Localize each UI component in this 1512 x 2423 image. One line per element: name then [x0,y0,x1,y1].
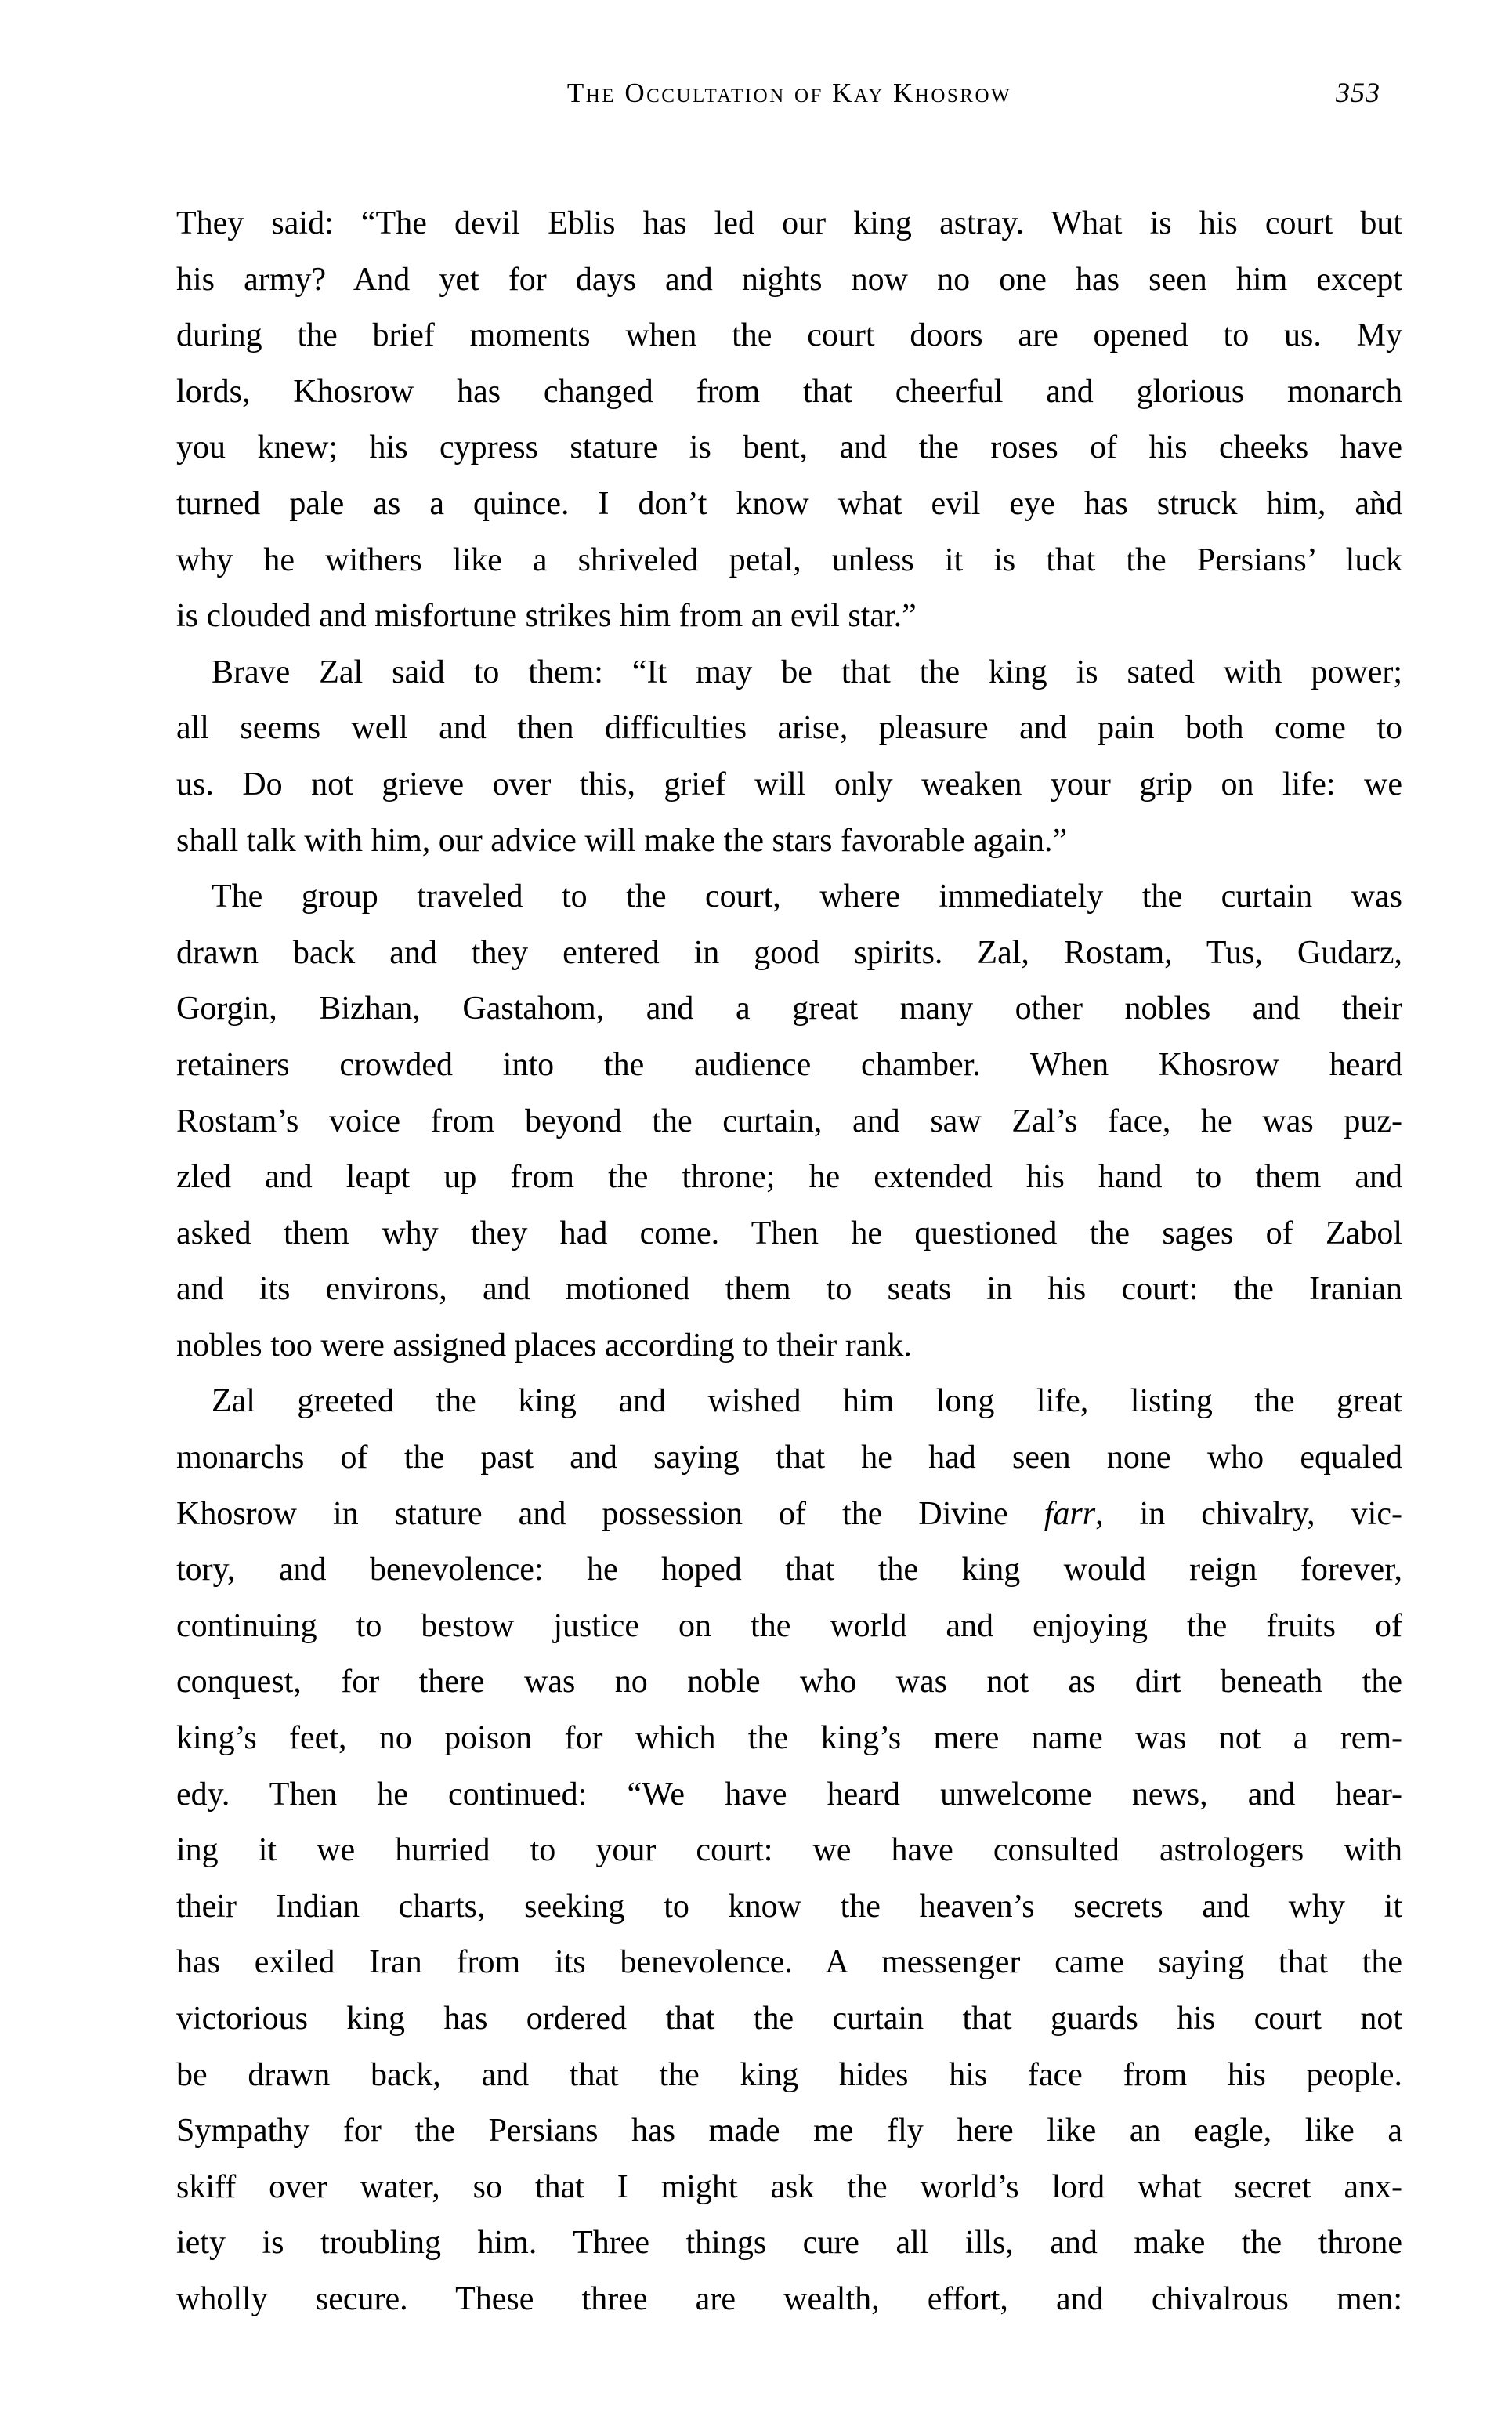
text-line: king’s feet, no poison for which the king’s mere name was not a rem- [176,1720,1402,1757]
text-line: Rostam’s voice from beyond the curtain, and saw Zal’s face, he was puz- [176,1103,1402,1139]
text-line: his army? And yet for days and nights now no one has seen him except [176,261,1402,298]
text-line: has exiled Iran from its benevolence. A messenger came saying that the [176,1944,1402,1981]
text-line: Sympathy for the Persians has made me fly here like an eagle, like a [176,2113,1402,2150]
text-line: Zal greeted the king and wished him long life, listing the great [212,1383,1402,1420]
text-line: during the brief moments when the court doors are opened to us. My [176,317,1402,354]
text-line: be drawn back, and that the king hides his face from his people. [176,2056,1402,2093]
text-line: monarchs of the past and saying that he had seen none who equaled [176,1440,1402,1476]
running-header-title: The Occultation of Kay Khosrow [566,78,1012,108]
text-line: The group traveled to the court, where immediately the curtain was [212,878,1402,915]
text-line: us. Do not grieve over this, grief will only weaken your grip on life: we [176,766,1402,802]
page-number: 353 [1336,77,1380,108]
text-line: their Indian charts, seeking to know the heaven’s secrets and why it [176,1888,1402,1925]
text-line: ing it we hurried to your court: we have consulted astrologers with [176,1832,1402,1869]
text-line: skiff over water, so that I might ask the world’s lord what secret anx- [176,2168,1402,2205]
running-header [176,76,1402,110]
text-line: and its environs, and motioned them to seats in his court: the Iranian [176,1271,1402,1308]
text-line: zled and leapt up from the throne; he extended his hand to them and [176,1159,1402,1196]
text-line: wholly secure. These three are wealth, effort, and chivalrous men: [176,2280,1402,2317]
text-line: you knew; his cypress stature is bent, and the roses of his cheeks have [176,429,1402,466]
text-line: retainers crowded into the audience chamber. When Khosrow heard [176,1046,1402,1083]
text-line: conquest, for there was no noble who was not as dirt beneath the [176,1664,1402,1700]
text-line: asked them why they had come. Then he questioned the sages of Zabol [176,1215,1402,1251]
text-line: all seems well and then difficulties arise, pleasure and pain both come to [176,710,1402,747]
text-line: iety is troubling him. Three things cure all ills, and make the throne [176,2225,1402,2262]
text-line: lords, Khosrow has changed from that cheerful and glorious monarch [176,373,1402,410]
body-text [176,196,1402,2328]
text-line [176,1487,1402,1543]
text-segment: Khosrow in stature and possession of the Divine [176,1495,1044,1532]
text-line: victorious king has ordered that the curtain that guards his court not [176,2001,1402,2037]
text-segment: , in chivalry, vic- [1095,1495,1402,1532]
text-line: drawn back and they entered in good spirits. Zal, Rostam, Tus, Gudarz, [176,934,1402,971]
text-line: is clouded and misfortune strikes him from an evil star.” [176,598,917,635]
text-line: turned pale as a quince. I don’t know what evil eye has struck him, aǹd [176,485,1402,522]
italic-term: farr [1044,1495,1096,1532]
text-line: edy. Then he continued: “We have heard unwelcome news, and hear- [176,1776,1402,1813]
text-line: tory, and benevolence: he hoped that the king would reign forever, [176,1552,1402,1588]
text-line: shall talk with him, our advice will make the stars favorable again.” [176,822,1068,859]
text-line: nobles too were assigned places according to their rank. [176,1327,912,1364]
text-line: why he withers like a shriveled petal, unless it is that the Persians’ luck [176,541,1402,578]
text-line: They said: “The devil Eblis has led our king astray. What is his court but [176,205,1402,241]
text-line: Gorgin, Bizhan, Gastahom, and a great many other nobles and their [176,991,1402,1027]
text-line: Brave Zal said to them: “It may be that the king is sated with power; [212,654,1402,690]
text-line: continuing to bestow justice on the world and enjoying the fruits of [176,1607,1402,1644]
